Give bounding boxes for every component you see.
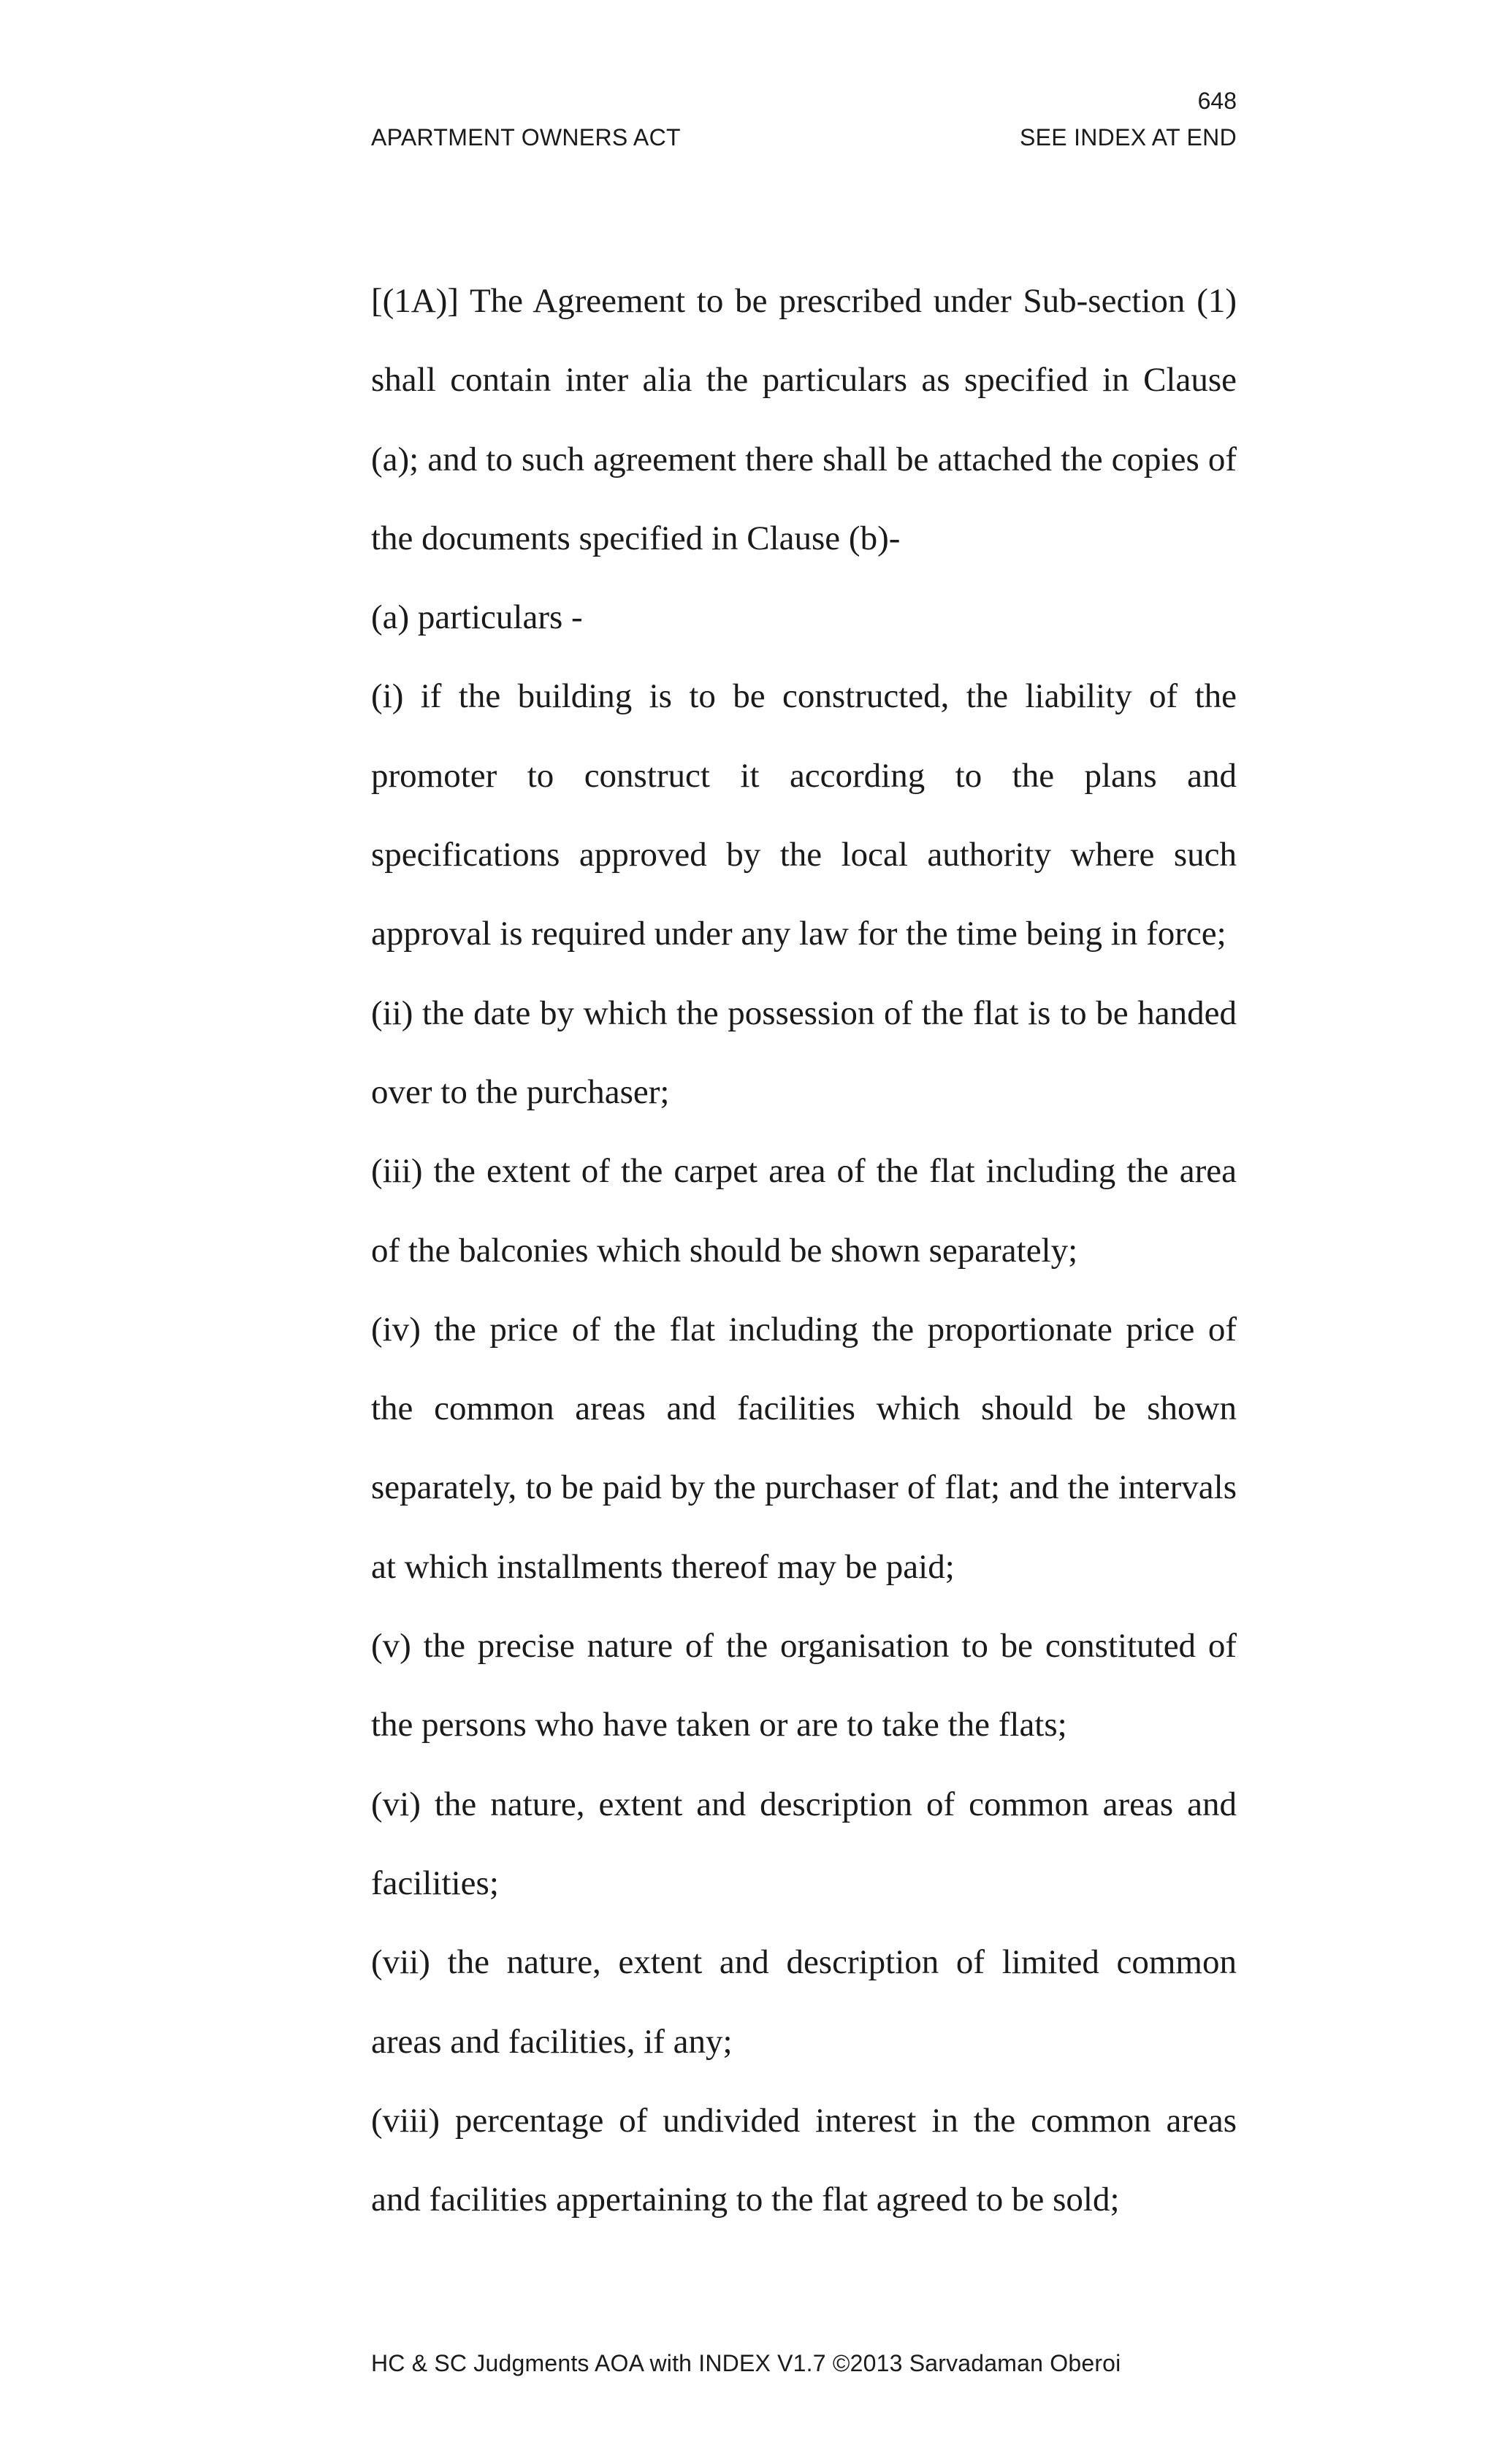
clause-viii: (viii) percentage of undivided interest in the common areas and facilities appertaining to the flat agreed to be sold;	[371, 2101, 1237, 2219]
clause-iii: (iii) the extent of the carpet area of the flat including the area of the balconies which should be shown separately;	[371, 1152, 1237, 1270]
page-number: 648	[1197, 88, 1237, 114]
paragraph-1a-intro: [(1A)] The Agreement to be prescribed under Sub-section (1) shall contain inter alia the particulars as specified in Clause (a); and to such agreement there shall be attached the copies of the documents specified in Clause (b)-	[371, 282, 1237, 557]
document-body	[371, 262, 1237, 2239]
clause-ii: (ii) the date by which the possession of the flat is to be handed over to the purchaser;	[371, 993, 1237, 1111]
running-header-title: APARTMENT OWNERS ACT	[371, 124, 681, 150]
page-footer: HC & SC Judgments AOA with INDEX V1.7 ©2013 Sarvadaman Oberoi	[371, 2350, 1121, 2376]
clause-v: (v) the precise nature of the organisation to be constituted of the persons who have taken or are to take the flats;	[371, 1627, 1237, 1744]
clause-i: (i) if the building is to be constructed, the liability of the promoter to construct it according to the plans and specifications approved by the local authority where such approval is required under any law for the time being in force;	[371, 677, 1237, 953]
clause-iv: (iv) the price of the flat including the proportionate price of the common areas and facilities which should be shown separately, to be paid by the purchaser of flat; and the intervals at which installments thereof may be paid;	[371, 1310, 1237, 1586]
running-header-index-note: SEE INDEX AT END	[1019, 124, 1237, 150]
clause-vi: (vi) the nature, extent and description of common areas and facilities;	[371, 1785, 1237, 1902]
paragraph-a-particulars: (a) particulars -	[371, 598, 583, 637]
clause-vii: (vii) the nature, extent and description of limited common areas and facilities, if any;	[371, 1943, 1237, 2061]
